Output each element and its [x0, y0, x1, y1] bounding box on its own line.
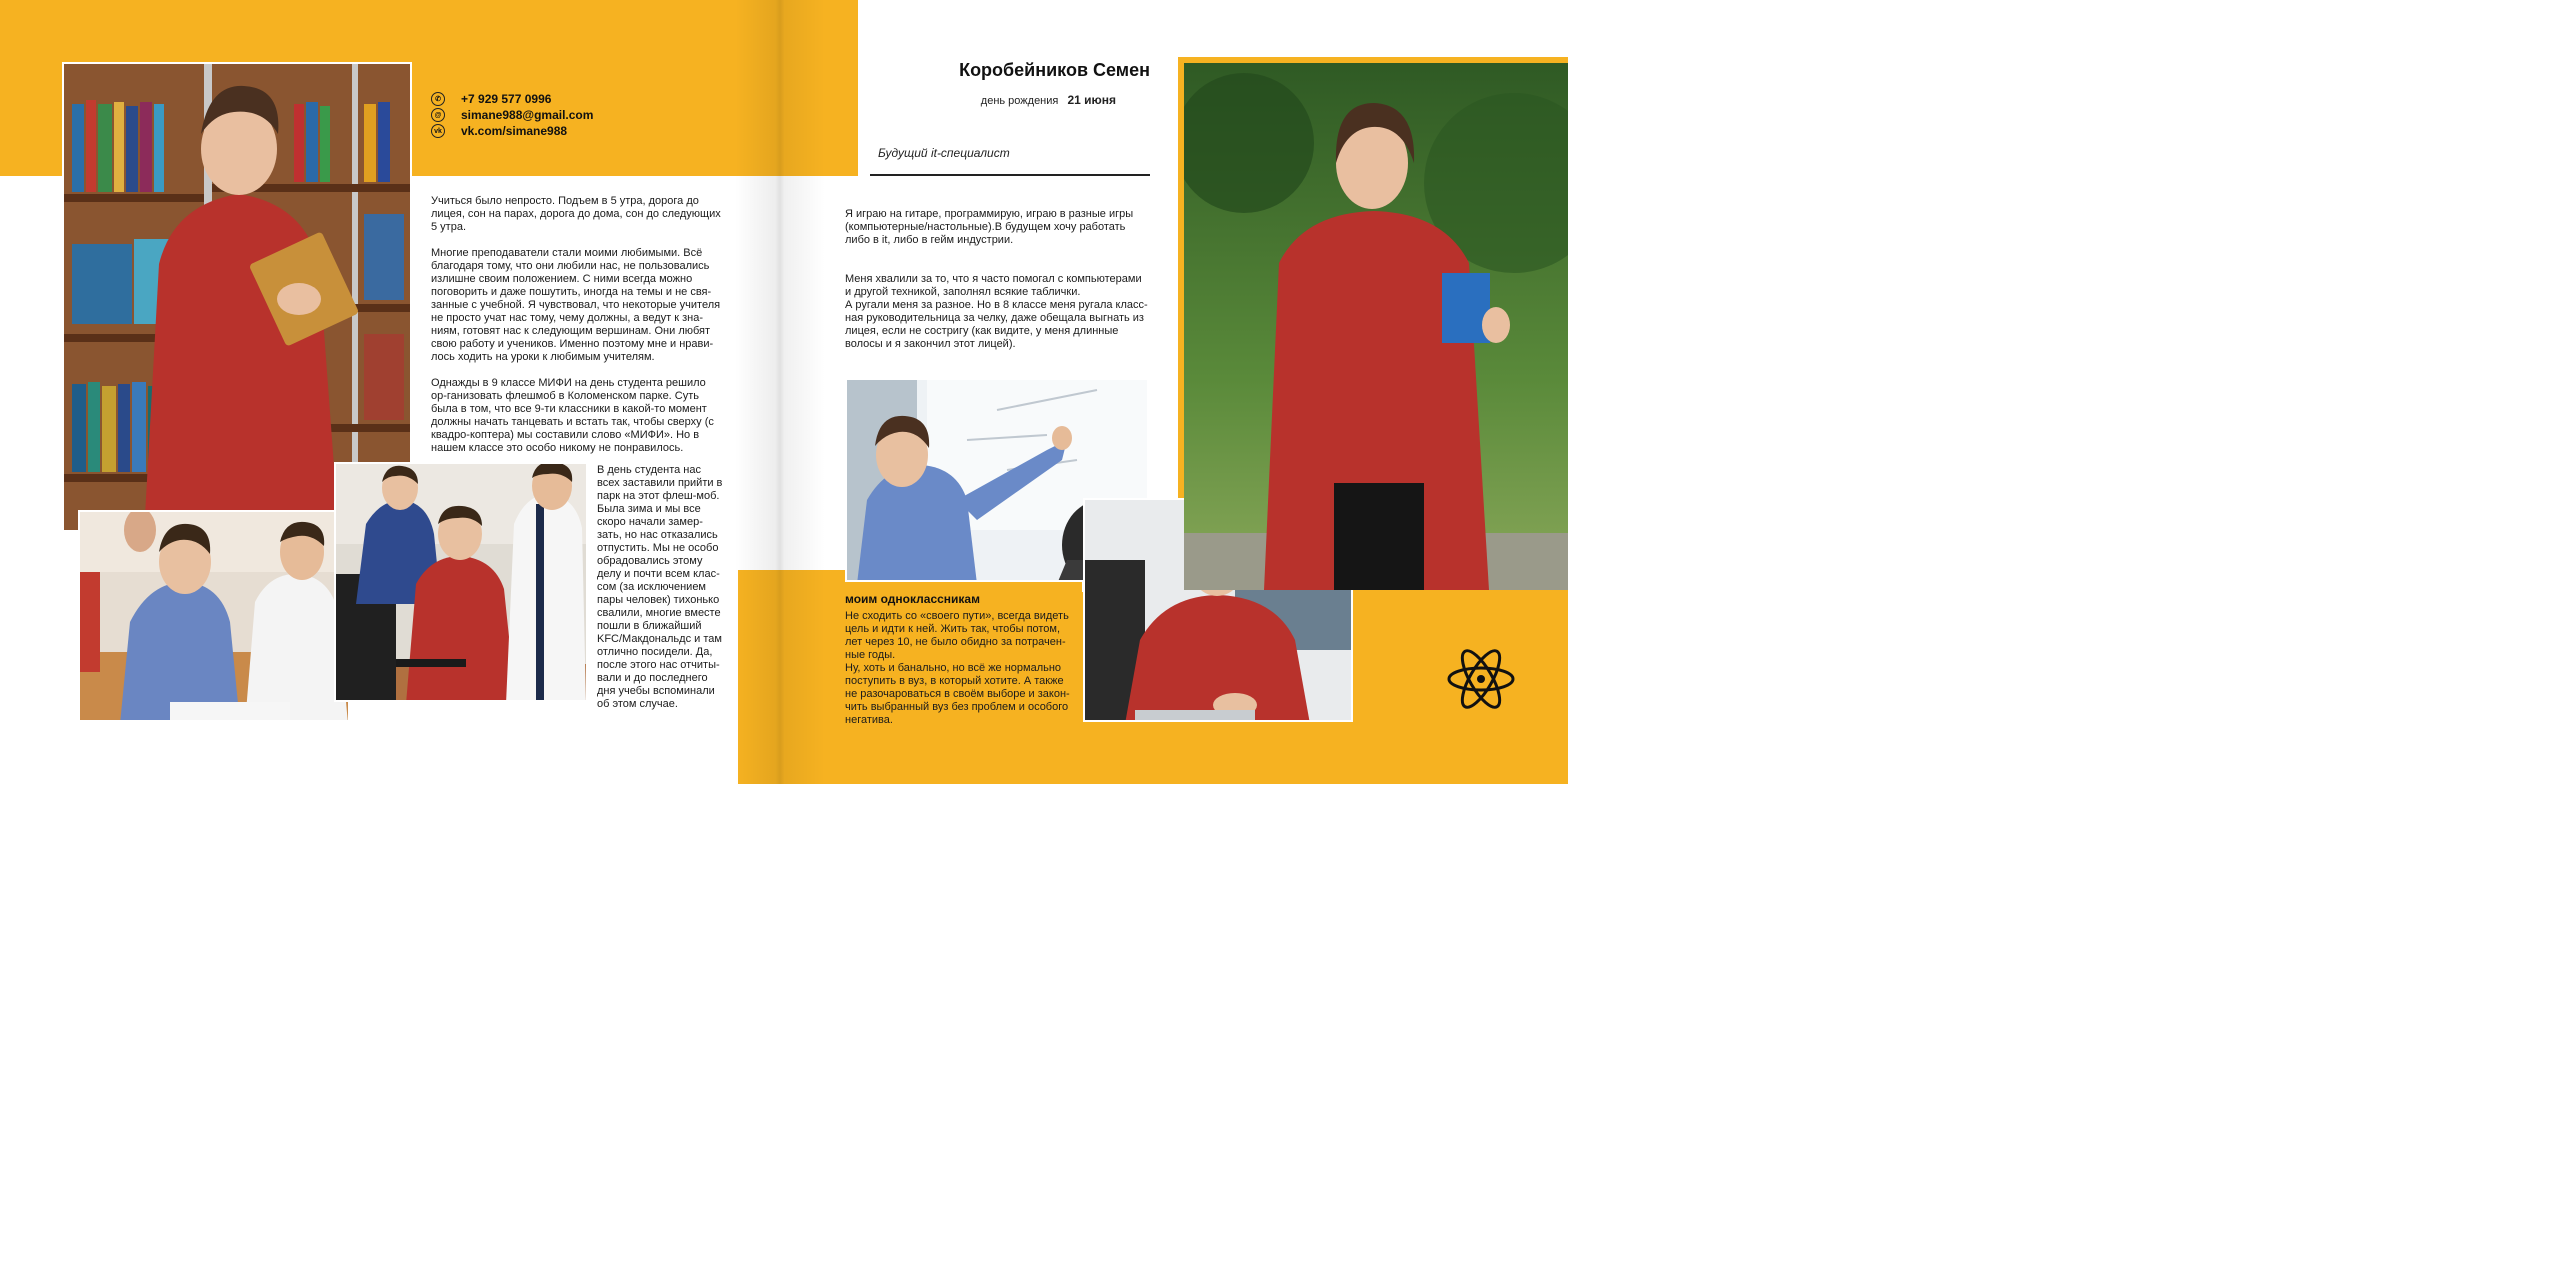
subtitle-underline	[870, 174, 1150, 176]
atom-logo-svg	[1446, 648, 1516, 710]
left-column-text	[597, 464, 725, 724]
paragraph-hobbies: Я играю на гитаре, программирую, играю в разные игры (компьютерные/настольные).В будущем хочу работать либо в it, либо в гейм индустрии.	[845, 208, 1134, 246]
classmates-heading: моим одноклассникам	[845, 592, 980, 606]
email-address[interactable]: simane988@gmail.com	[461, 108, 594, 122]
park-portrait-illustration	[1184, 63, 1568, 590]
paragraph-praise: Меня хвалили за то, что я часто помогал с компьютерами и другой техникой, заполнял всякие таблички. А ругали меня за разное. Но в 8 классе меня ругала класс-ная руководительница за челку, даже обещала выгнать из лицея, если не состригу (как видите, у меня длинные волосы и я закончил этот лицей).	[845, 273, 1148, 350]
contact-phone[interactable]	[431, 91, 721, 107]
standing-portrait-photo	[1184, 63, 1568, 590]
left-bottom-yellow-band	[738, 570, 858, 784]
email-icon: @	[431, 108, 445, 122]
paragraph-student-day: В день студента нас всех заставили прийти в парк на этот флеш-моб. Была зима и мы все скоро начали замер-зать, но нас отказались отпустить. Мы не особо обрадовались этому делу и почти всем клас-сом (за исключением пары человек) тихонько свалили, многие вместе пошли в ближайший KFC/Макдональдс и там отлично посидели. Да, после этого нас отчиты-вали и до последнего дня учебы вспоминали об этом случае.	[597, 464, 723, 710]
contact-vk[interactable]	[431, 123, 721, 139]
computer-class-illustration	[336, 464, 588, 702]
classroom-scene-illustration	[80, 512, 350, 722]
computer-class-photo	[334, 462, 588, 702]
atom-icon	[1446, 648, 1516, 710]
vk-icon: vk	[431, 124, 445, 138]
classroom-students-photo	[78, 510, 350, 722]
left-main-text	[431, 195, 723, 468]
student-subtitle: Будущий it-специалист	[878, 146, 1010, 160]
contacts-block	[431, 91, 721, 139]
classmates-text: Не сходить со «своего пути», всегда видеть цель и идти к ней. Жить так, чтобы потом, лет через 10, не было обидно за потрачен-ные годы. Ну, хоть и банально, но всё же нормально поступить в вуз, в который хотите. А также не разочароваться в своём выборе и закон-чить выбранный вуз без проблем и особого негатива.	[845, 610, 1070, 726]
birthday-label: день рождения	[980, 95, 1059, 107]
phone-icon: ✆	[431, 92, 445, 106]
contact-email[interactable]	[431, 107, 721, 123]
paragraph-school-routine: Учиться было непросто. Подъем в 5 утра, дорога до лицея, сон на парах, дорога до дома, сон до следующих 5 утра.	[431, 195, 721, 233]
birthday-line	[900, 93, 1116, 107]
student-name: Коробейников Семен	[959, 60, 1150, 80]
paragraph-teachers: Многие преподаватели стали моими любимыми. Всё благодаря тому, что они любили нас, не пользовались излишне своим положением. С ними всегда можно поговорить и даже пошутить, иногда на темы и не свя-занные с учебной. Я чувствовал, что некоторые учителя не просто учат нас тому, чему должны, а ведут к зна-ниям, готовят нас к следующим вершинам. Они любят свою работу и учеников. Именно поэтому мне и нрави-лось ходить на уроки к любимым учителям.	[431, 247, 721, 363]
phone-number[interactable]: +7 929 577 0996	[461, 92, 552, 106]
birthday-value: 21 июня	[1067, 93, 1116, 107]
vk-link[interactable]: vk.com/simane988	[461, 124, 568, 138]
paragraph-flashmob: Однажды в 9 классе МИФИ на день студента решило ор-ганизовать флешмоб в Коломенском парке. Суть была в том, что все 9-ти классники в какой-то момент должны начать танцевать и встать так, чтобы сверху (с квадро-коптера) мы составили слово «МИФИ». Но в нашем классе это особо никому не понравилось.	[431, 377, 714, 454]
